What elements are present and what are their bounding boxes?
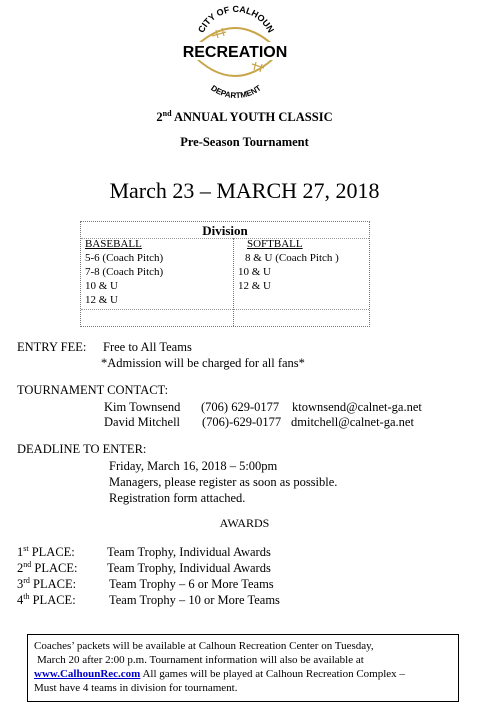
deadline-line: Registration form attached. — [109, 491, 246, 505]
contact-email[interactable]: ktownsend@calnet-ga.net — [292, 400, 422, 414]
award-place: 3rd PLACE: — [17, 576, 77, 591]
svg-text:DEPARTMENT — [209, 83, 263, 98]
deadline-line: Friday, March 16, 2018 – 5:00pm — [109, 459, 278, 473]
award-place: 4th PLACE: — [17, 592, 76, 607]
deadline-label: DEADLINE TO ENTER: — [17, 442, 147, 456]
award-prize: Team Trophy – 6 or More Teams — [109, 577, 274, 591]
event-dates: March 23 – MARCH 27, 2018 — [109, 178, 380, 203]
contact-label: TOURNAMENT CONTACT: — [17, 383, 169, 397]
recreation-logo — [160, 2, 310, 98]
division-title: Division — [202, 223, 248, 238]
entry-fee-label: ENTRY FEE: — [17, 340, 87, 354]
softball-division: 12 & U — [238, 280, 271, 292]
note-line: www.CalhounRec.com All games will be played at Calhoun Recreation Complex – — [34, 668, 405, 680]
website-link[interactable]: www.CalhounRec.com — [34, 668, 141, 680]
contact-name: Kim Townsend — [104, 400, 181, 414]
baseball-division: 5-6 (Coach Pitch) — [85, 252, 164, 264]
baseball-division: 10 & U — [85, 280, 118, 292]
contact-email[interactable]: dmitchell@calnet-ga.net — [291, 415, 414, 429]
event-subtitle: Pre-Season Tournament — [180, 135, 309, 149]
softball-header: SOFTBALL — [247, 238, 303, 250]
award-prize: Team Trophy – 10 or More Teams — [109, 593, 280, 607]
awards-title: AWARDS — [219, 516, 270, 530]
entry-fee-value: Free to All Teams — [103, 340, 192, 354]
award-prize: Team Trophy, Individual Awards — [107, 561, 271, 575]
note-line: March 20 after 2:00 p.m. Tournament information will also be available at — [37, 654, 364, 666]
info-note-box — [27, 634, 459, 702]
softball-division: 10 & U — [238, 266, 271, 278]
division-table — [80, 221, 370, 327]
contact-phone: (706)-629-0177 — [202, 415, 282, 429]
event-title: 2nd ANNUAL YOUTH CLASSIC — [156, 109, 333, 124]
award-place: 1st PLACE: — [17, 544, 75, 559]
logo-top-text: CITY OF CALHOUN — [195, 3, 277, 35]
award-prize: Team Trophy, Individual Awards — [107, 545, 271, 559]
deadline-line: Managers, please register as soon as possible. — [109, 475, 338, 489]
softball-division: 8 & U (Coach Pitch ) — [245, 252, 339, 264]
logo-main-text: RECREATION — [182, 44, 288, 61]
award-place: 2nd PLACE: — [17, 560, 78, 575]
baseball-header: BASEBALL — [85, 238, 142, 250]
entry-fee-note: *Admission will be charged for all fans* — [101, 356, 305, 370]
svg-text:CITY OF CALHOUN — [196, 4, 276, 34]
baseball-division: 12 & U — [85, 294, 118, 306]
contact-name: David Mitchell — [104, 415, 181, 429]
baseball-division: 7-8 (Coach Pitch) — [85, 266, 164, 278]
logo-bottom-text: DEPARTMENT — [209, 83, 263, 98]
contact-phone: (706) 629-0177 — [201, 400, 280, 414]
note-line: Coaches’ packets will be available at Calhoun Recreation Center on Tuesday, — [34, 640, 374, 652]
note-line: Must have 4 teams in division for tournament. — [34, 682, 238, 694]
